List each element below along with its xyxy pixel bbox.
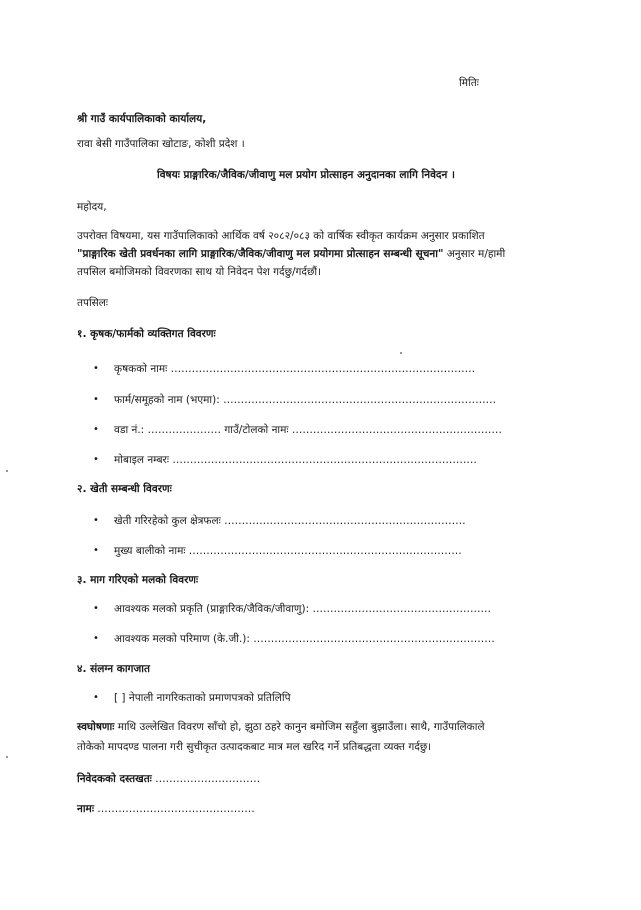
farm-name-field: फार्म/समूहको नाम (भएमा): ……………………………………………………………………	[114, 394, 497, 406]
declaration-text-1: माथि उल्लेखित विवरण साँचो हो, झुठा ठहरे कानुन बमोजिम सहुँला बुझाउँला। साथै, गाउँपालिकाले	[114, 721, 485, 733]
farm-area-field: खेती गरिरहेको कुल क्षेत्रफलः ……………………………………………………………	[114, 515, 466, 527]
signature-label: निवेदकको दस्तखतः	[77, 773, 152, 785]
bullet: •	[93, 515, 99, 526]
bullet: •	[93, 363, 99, 374]
bullet: •	[93, 603, 99, 614]
intro-line-2-rest: अनुसार म/हामी	[443, 248, 506, 260]
intro-line-1: उपरोक्त विषयमा, यस गाउँपालिकाको आर्थिक वर्ष २०८२/०८३ को वार्षिक स्वीकृत कार्यक्रम अनुसार प्रकाशित	[77, 230, 485, 242]
citizenship-checkbox-item: [ ] नेपाली नागरिकताको प्रमाणपत्रको प्रतिलिपि	[114, 692, 291, 704]
declaration-line-2: तोकेको मापदण्ड पालना गरी सुचीकृत उत्पादकबाट मात्र मल खरिद गर्ने प्रतिबद्धता व्यक्त गर्दछु।	[77, 741, 432, 753]
ward-village-field: वडा नं.: ………………… गाउँ/टोलको नामः ……………………………………………………	[114, 424, 502, 436]
addressee: श्री गाउँ कार्यपालिकाको कार्यालय,	[77, 113, 207, 125]
section-4-title: ४. संलग्न कागजात	[77, 663, 150, 675]
scan-speck	[400, 352, 402, 354]
bullet: •	[93, 424, 99, 435]
bullet: •	[93, 454, 99, 465]
section-1-title: १. कृषक/फार्मको व्यक्तिगत विवरणः	[77, 328, 216, 340]
bullet: •	[93, 545, 99, 556]
scan-speck	[6, 470, 8, 472]
date-label: मितिः	[459, 77, 479, 89]
intro-line-2	[77, 247, 505, 261]
declaration-label: स्वघोषणाः	[77, 721, 115, 733]
intro-line-3: तपसिल बमोजिमको विवरणका साथ यो निवेदन पेश गर्दछु/गर्दछौं।	[77, 266, 322, 278]
notice-title: "प्राङ्गारिक खेती प्रवर्धनका लागि प्राङ्गारिक/जैविक/जीवाणु मल प्रयोगमा प्रोत्साहन सम्बन्धी सूचना"	[77, 248, 444, 260]
name-dots: ………………………………………	[97, 803, 255, 815]
salutation: महोदय,	[77, 201, 107, 213]
subject-line: विषयः प्राङ्गारिक/जैविक/जीवाणु मल प्रयोग प्रोत्साहन अनुदानका लागि निवेदन ।	[157, 169, 455, 181]
declaration-line-1	[77, 720, 485, 734]
bullet: •	[93, 394, 99, 405]
details-label: तपसिलः	[77, 297, 109, 309]
scan-speck	[6, 756, 8, 758]
section-2-title: २. खेती सम्बन्धी विवरणः	[77, 483, 172, 495]
name-label: नामः	[77, 803, 94, 815]
bullet: •	[93, 633, 99, 644]
main-crop-field: मुख्य बालीको नामः ……………………………………………………………………	[114, 545, 462, 557]
farmer-name-field: कृषकको नामः ……………………………………………………………………………	[114, 363, 476, 375]
section-3-title: ३. माग गरिएको मलको विवरणः	[77, 574, 199, 586]
fertilizer-type-field: आवश्यक मलको प्रकृति (प्राङ्गारिक/जैविक/जीवाणु): ……………………………………………	[114, 603, 491, 615]
address: रावा बेसी गाउँपालिका खोटाङ, कोशी प्रदेश ।	[77, 138, 245, 150]
fertilizer-quantity-field: आवश्यक मलको परिमाण (के.जी.): ……………………………………………………………	[114, 633, 495, 645]
signature-line	[77, 772, 260, 786]
mobile-field: मोबाइल नम्बरः ……………………………………………………………………………	[114, 454, 477, 466]
name-line	[77, 802, 255, 816]
bullet: •	[93, 692, 99, 703]
signature-dots: …………………………	[155, 773, 261, 785]
